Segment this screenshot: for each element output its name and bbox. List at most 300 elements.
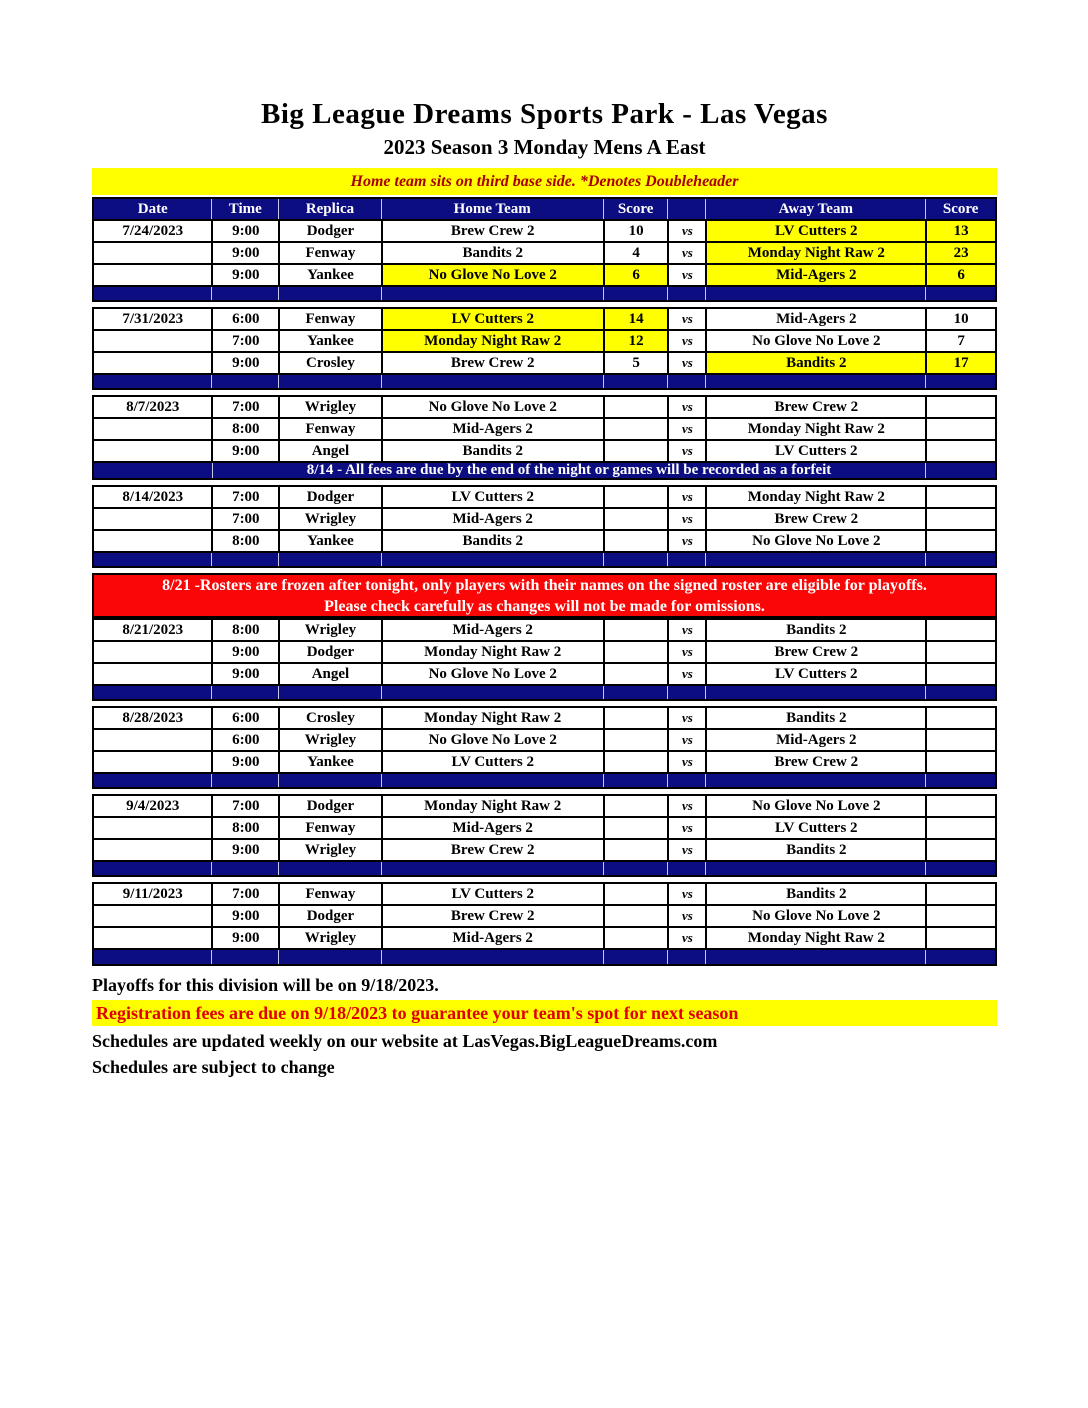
home-score-cell — [603, 487, 668, 507]
time-cell: 9:00 — [211, 664, 278, 684]
game-row — [92, 926, 997, 948]
date-cell — [94, 419, 211, 439]
divider-cell — [94, 375, 211, 388]
divider-cell — [667, 287, 705, 300]
header-block — [92, 98, 997, 160]
divider-cell — [603, 862, 668, 875]
date-cell — [94, 509, 211, 529]
replica-cell: Yankee — [278, 752, 381, 772]
vs-cell: vs — [667, 221, 705, 241]
date-cell — [94, 752, 211, 772]
away-team-cell: Mid-Agers 2 — [705, 730, 925, 750]
away-team-cell: Brew Crew 2 — [705, 752, 925, 772]
vs-cell: vs — [667, 309, 705, 329]
away-score-cell — [925, 620, 995, 640]
time-cell: 9:00 — [211, 928, 278, 948]
time-cell: 9:00 — [211, 752, 278, 772]
vs-cell: vs — [667, 331, 705, 351]
away-team-cell: Bandits 2 — [705, 884, 925, 904]
home-team-cell: Brew Crew 2 — [381, 353, 603, 373]
home-score-cell — [603, 620, 668, 640]
away-team-cell: LV Cutters 2 — [705, 664, 925, 684]
away-score-cell — [925, 752, 995, 772]
fees-banner-row — [92, 461, 997, 480]
divider-cell — [705, 862, 925, 875]
home-score-cell — [603, 642, 668, 662]
divider-cell — [278, 862, 381, 875]
divider-cell — [381, 686, 603, 699]
replica-cell: Crosley — [278, 353, 381, 373]
vs-cell: vs — [667, 708, 705, 728]
time-cell: 7:00 — [211, 397, 278, 417]
away-team-cell: Bandits 2 — [705, 353, 925, 373]
home-score-cell — [603, 840, 668, 860]
replica-cell: Dodger — [278, 642, 381, 662]
home-team-cell: LV Cutters 2 — [381, 884, 603, 904]
home-score-cell — [603, 884, 668, 904]
vs-cell: vs — [667, 353, 705, 373]
home-score-cell: 6 — [603, 265, 668, 285]
away-score-cell — [925, 708, 995, 728]
date-cell — [94, 818, 211, 838]
away-score-cell: 10 — [925, 309, 995, 329]
vs-cell: vs — [667, 928, 705, 948]
time-cell: 7:00 — [211, 796, 278, 816]
vs-cell: vs — [667, 906, 705, 926]
date-cell: 7/31/2023 — [122, 310, 184, 327]
divider-cell — [94, 553, 211, 566]
game-row — [92, 529, 997, 551]
column-header-away-score: Score — [925, 199, 995, 219]
home-team-cell: LV Cutters 2 — [381, 487, 603, 507]
game-row — [92, 329, 997, 351]
date-cell: 8/7/2023 — [126, 398, 180, 415]
game-row — [92, 640, 997, 662]
away-team-cell: No Glove No Love 2 — [705, 331, 925, 351]
home-score-cell — [603, 818, 668, 838]
column-header-time: Time — [211, 199, 278, 219]
divider-row — [92, 948, 997, 966]
home-team-cell: Brew Crew 2 — [381, 840, 603, 860]
time-cell: 6:00 — [211, 309, 278, 329]
game-row — [92, 882, 997, 904]
replica-cell: Wrigley — [278, 840, 381, 860]
divider-cell — [94, 862, 211, 875]
time-cell: 8:00 — [211, 419, 278, 439]
divider-cell — [705, 287, 925, 300]
replica-cell: Wrigley — [278, 509, 381, 529]
divider-row — [92, 684, 997, 701]
home-score-cell — [603, 730, 668, 750]
footer — [92, 973, 997, 1079]
replica-cell: Dodger — [278, 487, 381, 507]
divider-cell — [667, 375, 705, 388]
home-score-cell: 5 — [603, 353, 668, 373]
home-team-cell: Bandits 2 — [381, 531, 603, 551]
divider-cell — [381, 375, 603, 388]
game-row — [92, 750, 997, 772]
time-cell: 9:00 — [211, 441, 278, 461]
vs-cell: vs — [667, 730, 705, 750]
date-cell — [94, 906, 211, 926]
column-header-home-score: Score — [603, 199, 668, 219]
home-score-cell — [603, 664, 668, 684]
column-header-away-team: Away Team — [705, 199, 925, 219]
time-cell: 6:00 — [211, 708, 278, 728]
away-score-cell — [925, 796, 995, 816]
vs-cell: vs — [667, 796, 705, 816]
vs-cell: vs — [667, 419, 705, 439]
away-team-cell: LV Cutters 2 — [705, 818, 925, 838]
game-row — [92, 219, 997, 241]
page-title: Big League Dreams Sports Park - Las Vegas — [261, 98, 828, 130]
time-cell: 9:00 — [211, 642, 278, 662]
date-cell — [94, 243, 211, 263]
registration-note: Registration fees are due on 9/18/2023 to guarantee your team's spot for next season — [92, 1000, 997, 1026]
away-team-cell: No Glove No Love 2 — [705, 906, 925, 926]
divider-cell — [705, 686, 925, 699]
divider-cell — [278, 287, 381, 300]
game-row — [92, 794, 997, 816]
subject-to-change-note: Schedules are subject to change — [92, 1057, 335, 1077]
game-row — [92, 351, 997, 373]
column-header-date: Date — [137, 200, 168, 217]
replica-cell: Fenway — [278, 243, 381, 263]
roster-banner-text — [94, 575, 995, 616]
away-team-cell: Monday Night Raw 2 — [705, 928, 925, 948]
home-score-cell — [603, 796, 668, 816]
away-score-cell — [925, 441, 995, 461]
home-score-cell — [603, 419, 668, 439]
banner-right-cell — [925, 463, 995, 478]
time-cell: 8:00 — [211, 531, 278, 551]
time-cell: 8:00 — [211, 620, 278, 640]
divider-cell — [925, 774, 995, 787]
divider-cell — [603, 375, 668, 388]
vs-cell: vs — [667, 642, 705, 662]
divider-cell — [925, 950, 995, 964]
away-team-cell: Brew Crew 2 — [705, 642, 925, 662]
divider-cell — [381, 774, 603, 787]
divider-cell — [381, 950, 603, 964]
replica-cell: Fenway — [278, 309, 381, 329]
replica-cell: Wrigley — [278, 928, 381, 948]
info-banner: Home team sits on third base side. *Denotes Doubleheader — [92, 168, 997, 195]
divider-row — [92, 860, 997, 877]
away-score-cell — [925, 818, 995, 838]
game-row — [92, 838, 997, 860]
divider-cell — [94, 950, 211, 964]
replica-cell: Fenway — [278, 419, 381, 439]
away-score-cell — [925, 509, 995, 529]
game-row — [92, 662, 997, 684]
date-cell: 8/14/2023 — [122, 488, 184, 505]
date-cell — [94, 441, 211, 461]
away-score-cell: 17 — [925, 353, 995, 373]
away-team-cell: No Glove No Love 2 — [705, 796, 925, 816]
away-team-cell: Monday Night Raw 2 — [705, 487, 925, 507]
home-score-cell — [603, 752, 668, 772]
home-score-cell — [603, 708, 668, 728]
divider-cell — [94, 686, 211, 699]
divider-cell — [211, 774, 278, 787]
divider-cell — [705, 950, 925, 964]
divider-row — [92, 373, 997, 390]
column-header-home-team: Home Team — [381, 199, 603, 219]
replica-cell: Yankee — [278, 265, 381, 285]
game-row — [92, 728, 997, 750]
home-score-cell — [603, 441, 668, 461]
away-team-cell: Bandits 2 — [705, 708, 925, 728]
roster-banner-line: Please check carefully as changes will not be made for omissions. — [324, 597, 765, 615]
replica-cell: Fenway — [278, 818, 381, 838]
banner-left-cell — [94, 463, 212, 478]
date-cell: 9/4/2023 — [126, 797, 180, 814]
divider-cell — [667, 862, 705, 875]
home-team-cell: Monday Night Raw 2 — [381, 642, 603, 662]
date-cell — [94, 928, 211, 948]
home-team-cell: Brew Crew 2 — [381, 906, 603, 926]
home-team-cell: LV Cutters 2 — [381, 309, 603, 329]
home-score-cell — [603, 906, 668, 926]
divider-cell — [94, 774, 211, 787]
divider-cell — [705, 375, 925, 388]
time-cell: 7:00 — [211, 884, 278, 904]
home-team-cell: Mid-Agers 2 — [381, 509, 603, 529]
vs-cell: vs — [667, 243, 705, 263]
divider-cell — [603, 950, 668, 964]
website-note: Schedules are updated weekly on our website at LasVegas.BigLeagueDreams.com — [92, 1031, 718, 1051]
divider-cell — [705, 774, 925, 787]
roster-banner-line: 8/21 -Rosters are frozen after tonight, only players with their names on the signed roster are eligible for playoffs. — [162, 576, 927, 594]
replica-cell: Angel — [278, 664, 381, 684]
divider-cell — [603, 553, 668, 566]
away-score-cell: 6 — [925, 265, 995, 285]
divider-cell — [667, 553, 705, 566]
away-score-cell — [925, 884, 995, 904]
time-cell: 9:00 — [211, 840, 278, 860]
vs-cell: vs — [667, 509, 705, 529]
date-cell — [94, 353, 211, 373]
away-score-cell: 7 — [925, 331, 995, 351]
home-score-cell: 14 — [603, 309, 668, 329]
time-cell: 8:00 — [211, 818, 278, 838]
divider-cell — [925, 553, 995, 566]
date-cell — [94, 531, 211, 551]
home-team-cell: No Glove No Love 2 — [381, 730, 603, 750]
away-score-cell: 13 — [925, 221, 995, 241]
divider-row — [92, 551, 997, 568]
divider-cell — [278, 553, 381, 566]
away-score-cell — [925, 906, 995, 926]
away-score-cell — [925, 397, 995, 417]
home-team-cell: Bandits 2 — [381, 441, 603, 461]
replica-cell: Angel — [278, 441, 381, 461]
home-team-cell: Monday Night Raw 2 — [381, 331, 603, 351]
divider-cell — [278, 950, 381, 964]
vs-cell: vs — [667, 620, 705, 640]
divider-cell — [603, 287, 668, 300]
vs-cell: vs — [667, 531, 705, 551]
away-score-cell — [925, 840, 995, 860]
home-score-cell: 4 — [603, 243, 668, 263]
replica-cell: Dodger — [278, 906, 381, 926]
home-score-cell — [603, 509, 668, 529]
divider-cell — [278, 774, 381, 787]
vs-cell: vs — [667, 840, 705, 860]
away-team-cell: No Glove No Love 2 — [705, 531, 925, 551]
home-score-cell: 10 — [603, 221, 668, 241]
away-score-cell — [925, 664, 995, 684]
home-team-cell: No Glove No Love 2 — [381, 397, 603, 417]
divider-cell — [211, 287, 278, 300]
home-score-cell: 12 — [603, 331, 668, 351]
date-cell: 8/21/2023 — [122, 621, 184, 638]
date-cell — [94, 265, 211, 285]
time-cell: 7:00 — [211, 509, 278, 529]
home-team-cell: No Glove No Love 2 — [381, 664, 603, 684]
replica-cell: Dodger — [278, 221, 381, 241]
date-cell: 8/28/2023 — [122, 709, 184, 726]
time-cell: 6:00 — [211, 730, 278, 750]
table-header-row — [92, 197, 997, 219]
home-team-cell: LV Cutters 2 — [381, 752, 603, 772]
divider-cell — [381, 287, 603, 300]
away-score-cell — [925, 419, 995, 439]
replica-cell: Yankee — [278, 331, 381, 351]
vs-cell: vs — [667, 664, 705, 684]
away-team-cell: Brew Crew 2 — [705, 397, 925, 417]
date-cell — [94, 642, 211, 662]
replica-cell: Wrigley — [278, 730, 381, 750]
home-score-cell — [603, 397, 668, 417]
home-team-cell: Mid-Agers 2 — [381, 620, 603, 640]
divider-cell — [211, 686, 278, 699]
divider-cell — [705, 553, 925, 566]
home-score-cell — [603, 928, 668, 948]
time-cell: 9:00 — [211, 243, 278, 263]
away-team-cell: Monday Night Raw 2 — [705, 243, 925, 263]
time-cell: 9:00 — [211, 221, 278, 241]
time-cell: 7:00 — [211, 331, 278, 351]
column-header-vs — [667, 199, 705, 219]
divider-cell — [211, 862, 278, 875]
away-team-cell: LV Cutters 2 — [705, 221, 925, 241]
replica-cell: Wrigley — [278, 620, 381, 640]
divider-row — [92, 285, 997, 302]
date-cell — [94, 331, 211, 351]
away-team-cell: Bandits 2 — [705, 840, 925, 860]
home-team-cell: Bandits 2 — [381, 243, 603, 263]
playoffs-note: Playoffs for this division will be on 9/18/2023. — [92, 975, 439, 995]
divider-cell — [211, 553, 278, 566]
page-subtitle: 2023 Season 3 Monday Mens A East — [383, 135, 706, 159]
divider-cell — [211, 950, 278, 964]
away-score-cell — [925, 642, 995, 662]
divider-cell — [667, 774, 705, 787]
time-cell: 9:00 — [211, 265, 278, 285]
game-row — [92, 395, 997, 417]
divider-cell — [603, 686, 668, 699]
column-header-replica: Replica — [278, 199, 381, 219]
divider-cell — [94, 287, 211, 300]
away-team-cell: Monday Night Raw 2 — [705, 419, 925, 439]
divider-cell — [278, 686, 381, 699]
away-team-cell: Mid-Agers 2 — [705, 309, 925, 329]
divider-cell — [211, 375, 278, 388]
date-cell: 9/11/2023 — [122, 885, 183, 902]
away-score-cell — [925, 487, 995, 507]
game-row — [92, 485, 997, 507]
vs-cell: vs — [667, 752, 705, 772]
time-cell: 9:00 — [211, 353, 278, 373]
away-score-cell: 23 — [925, 243, 995, 263]
replica-cell: Fenway — [278, 884, 381, 904]
divider-cell — [925, 375, 995, 388]
fees-banner-text: 8/14 - All fees are due by the end of the night or games will be recorded as a forfeit — [212, 463, 925, 478]
divider-cell — [925, 862, 995, 875]
vs-cell: vs — [667, 265, 705, 285]
game-row — [92, 439, 997, 461]
home-team-cell: Brew Crew 2 — [381, 221, 603, 241]
away-team-cell: LV Cutters 2 — [705, 441, 925, 461]
game-row — [92, 816, 997, 838]
divider-cell — [381, 862, 603, 875]
away-score-cell — [925, 928, 995, 948]
date-cell — [94, 840, 211, 860]
divider-cell — [603, 774, 668, 787]
home-team-cell: No Glove No Love 2 — [381, 265, 603, 285]
replica-cell: Yankee — [278, 531, 381, 551]
vs-cell: vs — [667, 818, 705, 838]
date-cell — [94, 664, 211, 684]
home-score-cell — [603, 531, 668, 551]
game-row — [92, 417, 997, 439]
divider-cell — [667, 686, 705, 699]
time-cell: 7:00 — [211, 487, 278, 507]
home-team-cell: Mid-Agers 2 — [381, 928, 603, 948]
date-cell — [94, 730, 211, 750]
roster-banner-row — [92, 573, 997, 618]
home-team-cell: Mid-Agers 2 — [381, 419, 603, 439]
away-team-cell: Brew Crew 2 — [705, 509, 925, 529]
game-row — [92, 618, 997, 640]
away-score-cell — [925, 730, 995, 750]
time-cell: 9:00 — [211, 906, 278, 926]
away-team-cell: Bandits 2 — [705, 620, 925, 640]
replica-cell: Crosley — [278, 708, 381, 728]
away-team-cell: Mid-Agers 2 — [705, 265, 925, 285]
divider-cell — [667, 950, 705, 964]
divider-row — [92, 772, 997, 789]
away-score-cell — [925, 531, 995, 551]
home-team-cell: Monday Night Raw 2 — [381, 796, 603, 816]
divider-cell — [925, 686, 995, 699]
schedule-page — [92, 0, 997, 1079]
date-cell: 7/24/2023 — [122, 222, 184, 239]
game-row — [92, 706, 997, 728]
game-row — [92, 263, 997, 285]
game-row — [92, 904, 997, 926]
divider-cell — [278, 375, 381, 388]
vs-cell: vs — [667, 487, 705, 507]
game-row — [92, 307, 997, 329]
vs-cell: vs — [667, 397, 705, 417]
divider-cell — [925, 287, 995, 300]
home-team-cell: Mid-Agers 2 — [381, 818, 603, 838]
home-team-cell: Monday Night Raw 2 — [381, 708, 603, 728]
game-row — [92, 507, 997, 529]
